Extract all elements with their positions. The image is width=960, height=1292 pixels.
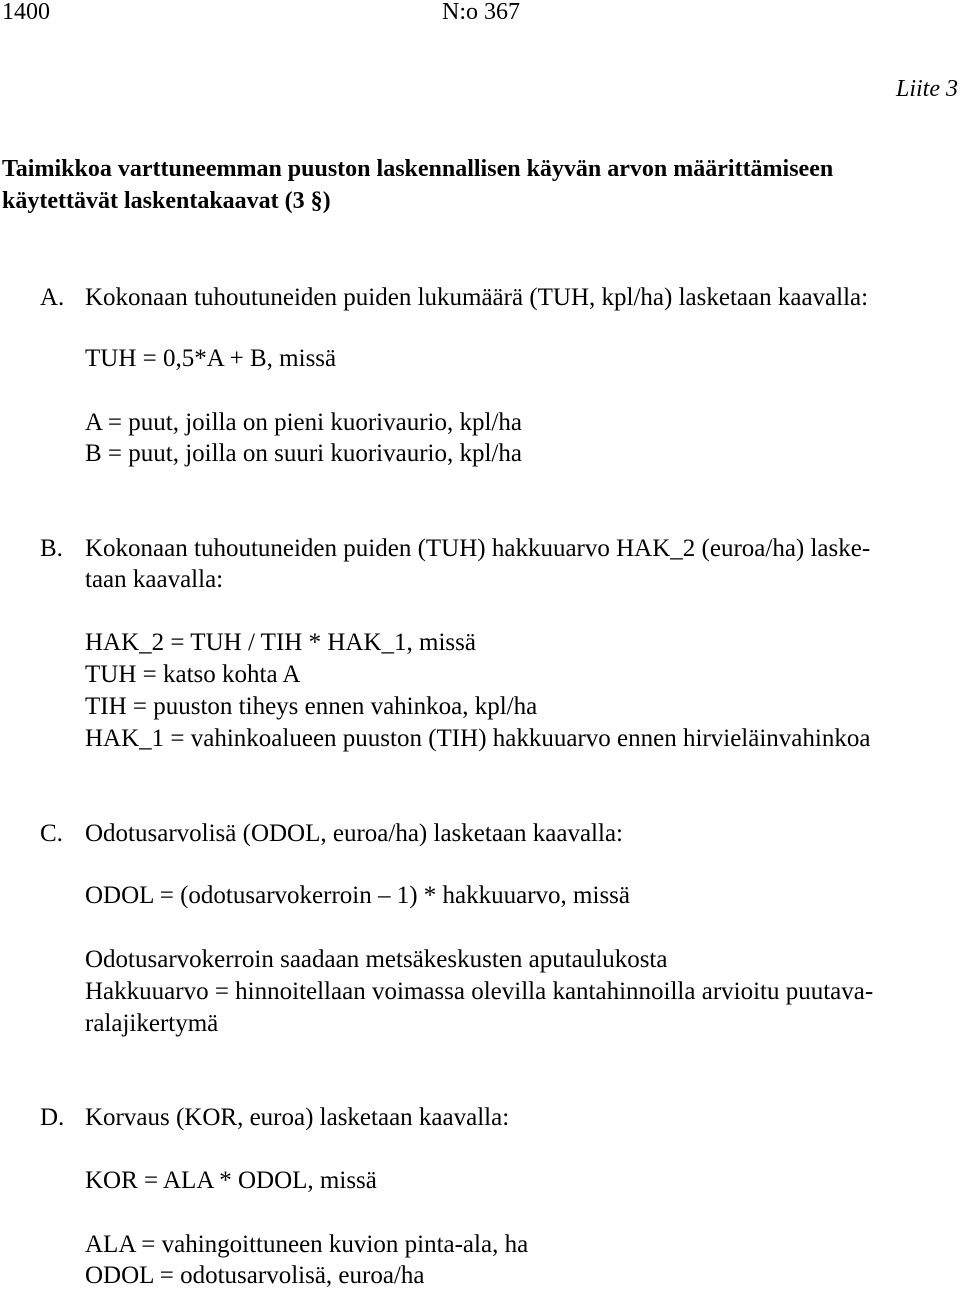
section-a-definition: B = puut, joilla on suuri kuorivaurio, kpl/ha — [85, 440, 522, 467]
section-d-intro: Korvaus (KOR, euroa) lasketaan kaavalla: — [85, 1104, 510, 1131]
section-c-definition: ralajikertymä — [85, 1010, 219, 1037]
section-d-formula: KOR = ALA * ODOL, missä — [85, 1167, 377, 1194]
issue-number: N:o 367 — [442, 0, 520, 25]
section-d-label: D. — [40, 1104, 65, 1131]
section-b-definition: HAK_1 = vahinkoalueen puuston (TIH) hakkuuarvo ennen hirvieläinvahinkoa — [85, 725, 871, 752]
section-c-intro: Odotusarvolisä (ODOL, euroa/ha) lasketaan kaavalla: — [85, 820, 623, 847]
section-c-definition: Hakkuuarvo = hinnoitellaan voimassa olevilla kantahinnoilla arvioitu puutava- — [85, 978, 874, 1005]
section-c-label: C. — [40, 820, 63, 847]
section-d-definition: ODOL = odotusarvolisä, euroa/ha — [85, 1262, 425, 1289]
section-c-formula: ODOL = (odotusarvokerroin – 1) * hakkuuarvo, missä — [85, 882, 631, 909]
section-b-intro: taan kaavalla: — [85, 566, 224, 593]
document-title-line-1: Taimikkoa varttuneemman puuston laskennallisen käyvän arvon määrittämiseen — [2, 156, 834, 182]
section-b-label: B. — [40, 535, 63, 562]
section-d-definition: ALA = vahingoittuneen kuvion pinta-ala, ha — [85, 1231, 529, 1258]
section-a-intro: Kokonaan tuhoutuneiden puiden lukumäärä (TUH, kpl/ha) lasketaan kaavalla: — [85, 284, 869, 311]
section-b-definition: TUH = katso kohta A — [85, 661, 301, 688]
section-b-definition: TIH = puuston tiheys ennen vahinkoa, kpl/ha — [85, 693, 538, 720]
section-b-intro: Kokonaan tuhoutuneiden puiden (TUH) hakkuuarvo HAK_2 (euroa/ha) laske- — [85, 535, 871, 562]
document-title-line-2: käytettävät laskentakaavat (3 §) — [2, 188, 331, 214]
section-c-definition: Odotusarvokerroin saadaan metsäkeskusten aputaulukosta — [85, 946, 668, 973]
page-number: 1400 — [2, 0, 50, 25]
section-a-label: A. — [40, 284, 65, 311]
section-b-formula: HAK_2 = TUH / TIH * HAK_1, missä — [85, 629, 476, 656]
appendix-label: Liite 3 — [895, 76, 958, 102]
section-a-definition: A = puut, joilla on pieni kuorivaurio, kpl/ha — [85, 409, 522, 436]
section-a-formula: TUH = 0,5*A + B, missä — [85, 345, 337, 372]
